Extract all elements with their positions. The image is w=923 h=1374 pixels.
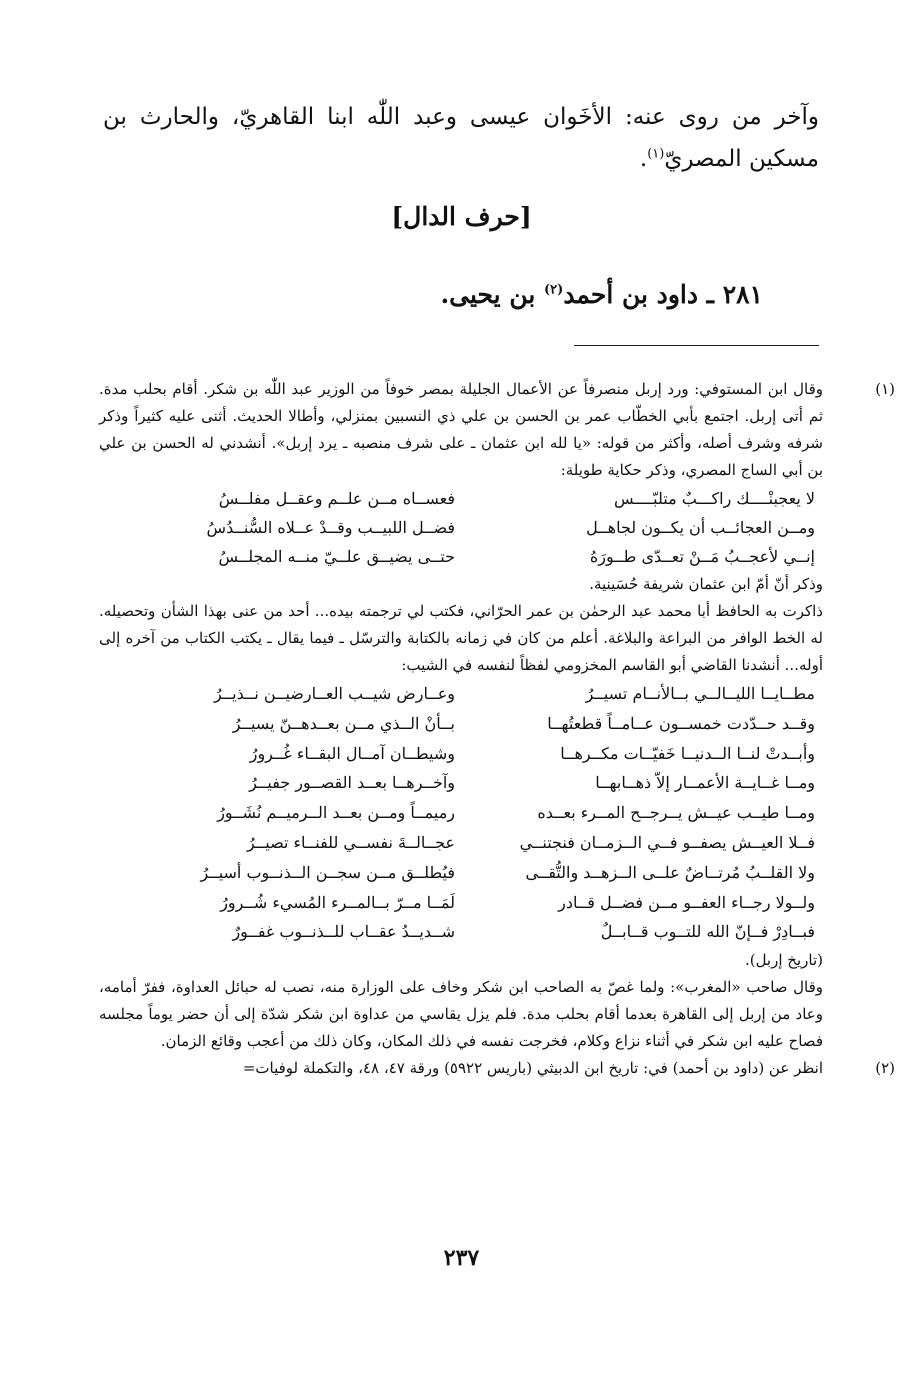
footnote-1-source: (تاريخ إربل).: [744, 951, 823, 970]
poem-2-verse-7-b: فيُطلــق مــن سجــن الــذنــوب أسيــرُ: [200, 862, 455, 882]
main-paragraph-end: .: [639, 146, 648, 172]
poem-2-verse-3-b: وشيطــان آمــال البقــاء غُــرورُ: [249, 743, 455, 763]
page-number: ٢٣٧: [443, 1245, 480, 1271]
poem-2-verse-4-a: ومــا غــايــة الأعمــار إلاّ ذهــابهــا: [595, 773, 815, 793]
poem-1-verse-2-b: فضــل اللبيــب وقــدْ عــلاه السُّنــدُسُ: [206, 518, 455, 537]
poem-2-verse-6-a: فــلا العيــش يصفــو فــي الــزمــان فنجتنــي: [519, 832, 815, 852]
poem-1-verse-1-b: فعســاه مــن علــم وعقــل مفلــسُ: [218, 489, 455, 508]
poem-2-verse-7-a: ولا القلــبُ مُرتــاضٌ علــى الــزهــد والتُّقــى: [525, 862, 815, 882]
poem-1: [99, 484, 823, 571]
footnote-2-text: انظر عن (داود بن أحمد) في: تاريخ ابن الدبيثي (باريس ٥٩٢٢) ورقة ٤٧، ٤٨، والتكملة لوفيات=: [242, 1059, 823, 1078]
entry-heading-end: بن يحيى.: [440, 280, 545, 309]
poem-2-verse-4-b: وآخــرهــا بعــد القصــور جفيــرُ: [249, 773, 455, 793]
footnote-ref-2: (٢): [544, 282, 564, 298]
footnote-1-para-4: وقال صاحب «المغرب»: ولما غصّ به الصاحب ابن شكر وخاف على الوزارة منه، نصب له حبائل العداوة، ففرّ أمامه، وعاد من إربل إلى القاهرة بعدما أقام بحلب مدة. فلم يزل يقاسي من عداوة ابن شكر شدّة إلى أن حضر يوماً مجلسه فصاح عليه ابن شكر في أثناء نزاع وكلام، فخرجت نفسه في ذلك المكان، وكان ذلك من أعجب وقائع الزمان.: [99, 978, 823, 1051]
footnote-1-para-1: وقال ابن المستوفي: ورد إربل منصرفاً عن الأعمال الجليلة بمصر خوفاً من الوزير عبد اللّٰه بن شكر. أقام بحلب مدة. ثم أتى إربل. اجتمع بأبي الخطّاب عمر بن الحسن بن علي ذي النسبين بمنزلي، وأطالا الحديث. أثنى عليه كثيراً وذكر شرفه وشرف أصله، وأكثر من قوله: «يا لله ابن عثمان ـ على شرف منصبه ـ يرد إربل». أنشدني له الحسن بن علي بن أبي الساج المصري، وذكر حكاية طويلة:: [99, 380, 823, 479]
poem-2-verse-5-b: رميمــاً ومــن بعــد الــرميــم نُشَــورُ: [217, 803, 455, 823]
poem-2-verse-2-a: وقــد حــدّدت خمســون عــامــاً قطعتُهــا: [547, 713, 815, 733]
footnote-1: [99, 376, 895, 1055]
footnote-divider: [574, 345, 819, 346]
poem-2-verse-9-a: فبــادِرْ فــإنّ الله للتــوب قــابــلٌ: [600, 922, 815, 942]
footnote-2-number: (٢): [875, 1059, 895, 1078]
footnote-2: [99, 1055, 895, 1082]
poem-2-verse-5-a: ومــا طيــب عيــش يــرجــح المــرء بعــده: [537, 803, 815, 823]
poem-2-verse-2-b: بــأنْ الــذي مــن بعــدهــنّ يسيــرُ: [232, 713, 455, 733]
section-title: [حرف الدال]: [391, 202, 532, 231]
poem-2-verse-9-b: شــديــدُ عقــاب للــذنــوب غفــورٌ: [232, 922, 455, 942]
poem-2-verse-8-b: لَمَــا مــرّ بــالمــرء المُسيء شُــرورُ: [220, 892, 455, 912]
poem-1-verse-3-b: حتــى يضيــق علــيّ منــه المجلــسُ: [218, 547, 455, 566]
footnotes: [99, 376, 895, 1082]
poem-1-verse-3-a: إنــي لأعجــبُ مَــنْ تعــدّى طــورَهُ: [589, 547, 815, 566]
footnote-1-number: (١): [875, 380, 895, 398]
main-paragraph: [103, 96, 819, 180]
poem-1-verse-1-a: لا يعجبنْــــك راكـــبٌ متلبّــــس: [613, 489, 815, 508]
entry-heading-text: ٢٨١ ـ داود بن أحمد: [563, 280, 763, 309]
poem-2-verse-3-a: وأبــدتْ لنــا الــدنيــا خَفيّــات مكــرهــا: [560, 743, 815, 763]
poem-1-verse-2-a: ومــن العجائــب أن يكــون لجاهــل: [586, 518, 815, 537]
footnote-ref-1: (١): [647, 146, 665, 162]
entry-heading: [440, 280, 763, 309]
poem-2: [99, 679, 823, 947]
footnote-1-para-2: وذكر أنّ أمّ ابن عثمان شريفة حُسَينية.: [589, 575, 823, 593]
poem-2-verse-8-a: ولــولا رجــاء العفــو مــن فضــل قــادر: [558, 892, 815, 912]
footnote-1-para-3: ذاكرت به الحافظ أبا محمد عبد الرحمٰن بن عمر الحرّاني، فكتب لي ترجمته بيده... أحد من عنى بهذا الشأن وتحصيله. له الخط الوافر من البراعة والبلاغة. أعلم من كان في زمانه بالكتابة والترسّل ـ فيما يقال ـ يكتب الكتاب من آخره إلى أوله... أنشدنا القاضي أبو القاسم المخزومي لفظاً لنفسه في الشيب:: [99, 602, 823, 674]
poem-2-verse-6-b: عجــالــةَ نفســي للفنــاء تصيــرُ: [247, 832, 455, 852]
poem-2-verse-1-b: وعــارض شيــب العــارضيــن نــذيــرُ: [213, 684, 455, 703]
poem-2-verse-1-a: مطــايــا الليــالــي بــالأنــام تسيــرُ: [585, 684, 815, 703]
main-paragraph-text: وآخر من روى عنه: الأخَوان عيسى وعبد اللّٰه ابنا القاهريّ، والحارث بن مسكين المصريّ: [103, 104, 819, 172]
